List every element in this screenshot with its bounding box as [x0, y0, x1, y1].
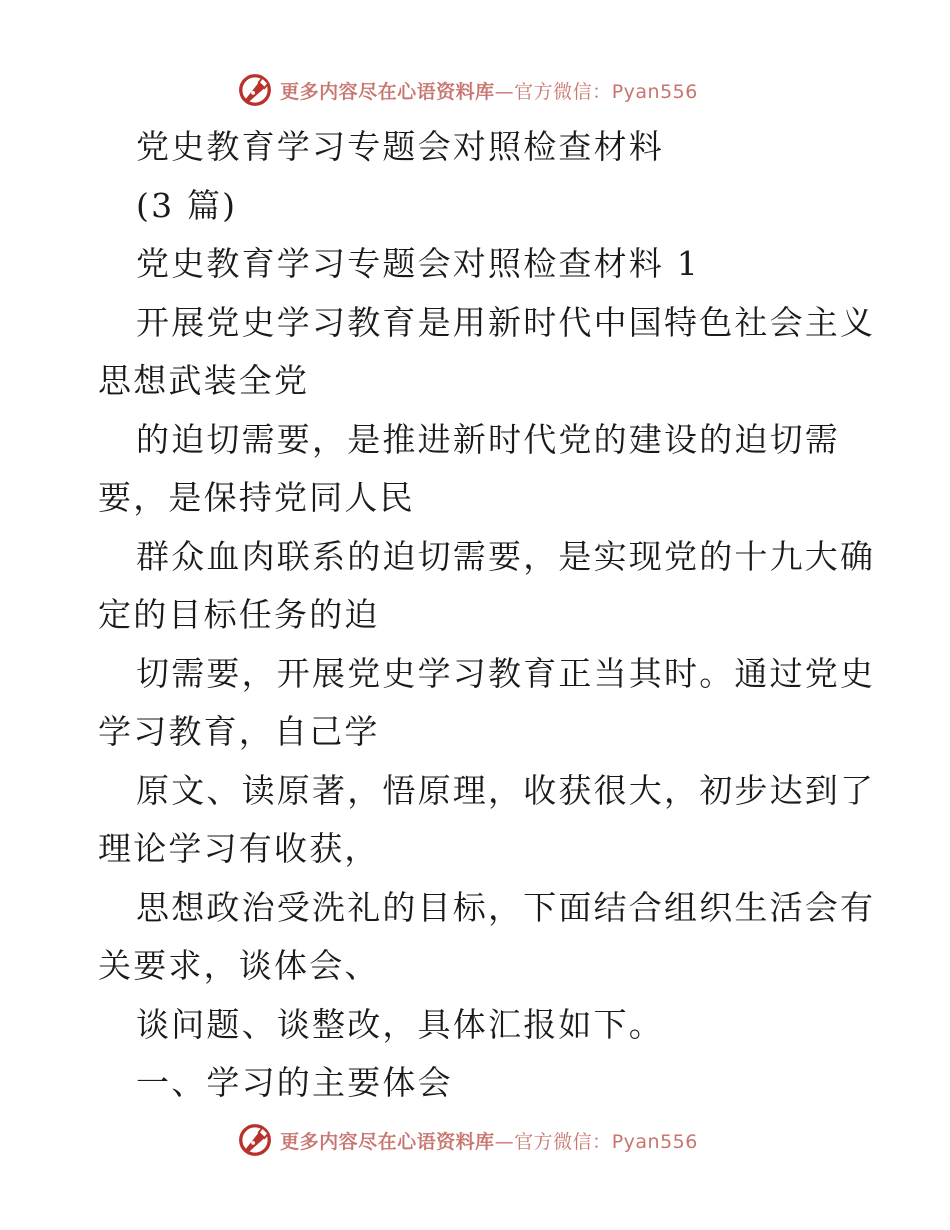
text-line: 关要求，谈体会、	[98, 946, 380, 985]
text-line: 思想政治受洗礼的目标，下面结合组织生活会有	[136, 887, 876, 927]
header-banner-content	[236, 71, 698, 109]
document-title: 党史教育学习专题会对照检查材料	[136, 127, 664, 166]
text-line: 开展党史学习教育是用新时代中国特色社会主义	[136, 302, 876, 342]
header-separator: —	[494, 80, 515, 103]
text-line: 理论学习有收获，	[98, 829, 380, 868]
footer-banner	[0, 1118, 950, 1162]
text-line: 要，是保持党同人民	[98, 478, 415, 517]
text-line: 党史教育学习专题会对照检查材料 1	[136, 244, 700, 283]
header-official-text: 官方微信：	[514, 80, 612, 103]
footer-banner-text	[280, 1127, 698, 1154]
header-lead-text: 更多内容尽在心语资料库	[280, 80, 495, 103]
text-line: 群众血肉联系的迫切需要，是实现党的十九大确	[136, 536, 876, 576]
text-line: 的迫切需要，是推进新时代党的建设的迫切需	[136, 419, 840, 459]
text-line: 原文、读原著，悟原理，收获很大，初步达到了	[136, 770, 876, 810]
pen-nib-logo-icon	[236, 71, 274, 109]
text-line: 一、学习的主要体会	[136, 1063, 453, 1102]
header-banner-text	[280, 77, 698, 104]
header-wechat-id: Pyan556	[611, 80, 698, 103]
pen-nib-logo-icon	[236, 1121, 274, 1159]
text-line: 定的目标任务的迫	[98, 595, 380, 634]
text-line: (3 篇)	[136, 185, 238, 225]
document-body	[98, 118, 876, 1113]
text-line: 学习教育，自己学	[98, 712, 380, 751]
text-line: 思想武装全党	[98, 361, 310, 400]
text-line: 切需要，开展党史学习教育正当其时。通过党史	[136, 653, 876, 693]
footer-lead-text: 更多内容尽在心语资料库	[280, 1130, 495, 1153]
text-line: 谈问题、谈整改，具体汇报如下。	[136, 1004, 664, 1044]
footer-official-text: 官方微信：	[514, 1130, 612, 1153]
footer-separator: —	[494, 1130, 515, 1153]
footer-wechat-id: Pyan556	[611, 1130, 698, 1153]
footer-banner-content	[236, 1121, 698, 1159]
header-banner	[0, 68, 950, 112]
